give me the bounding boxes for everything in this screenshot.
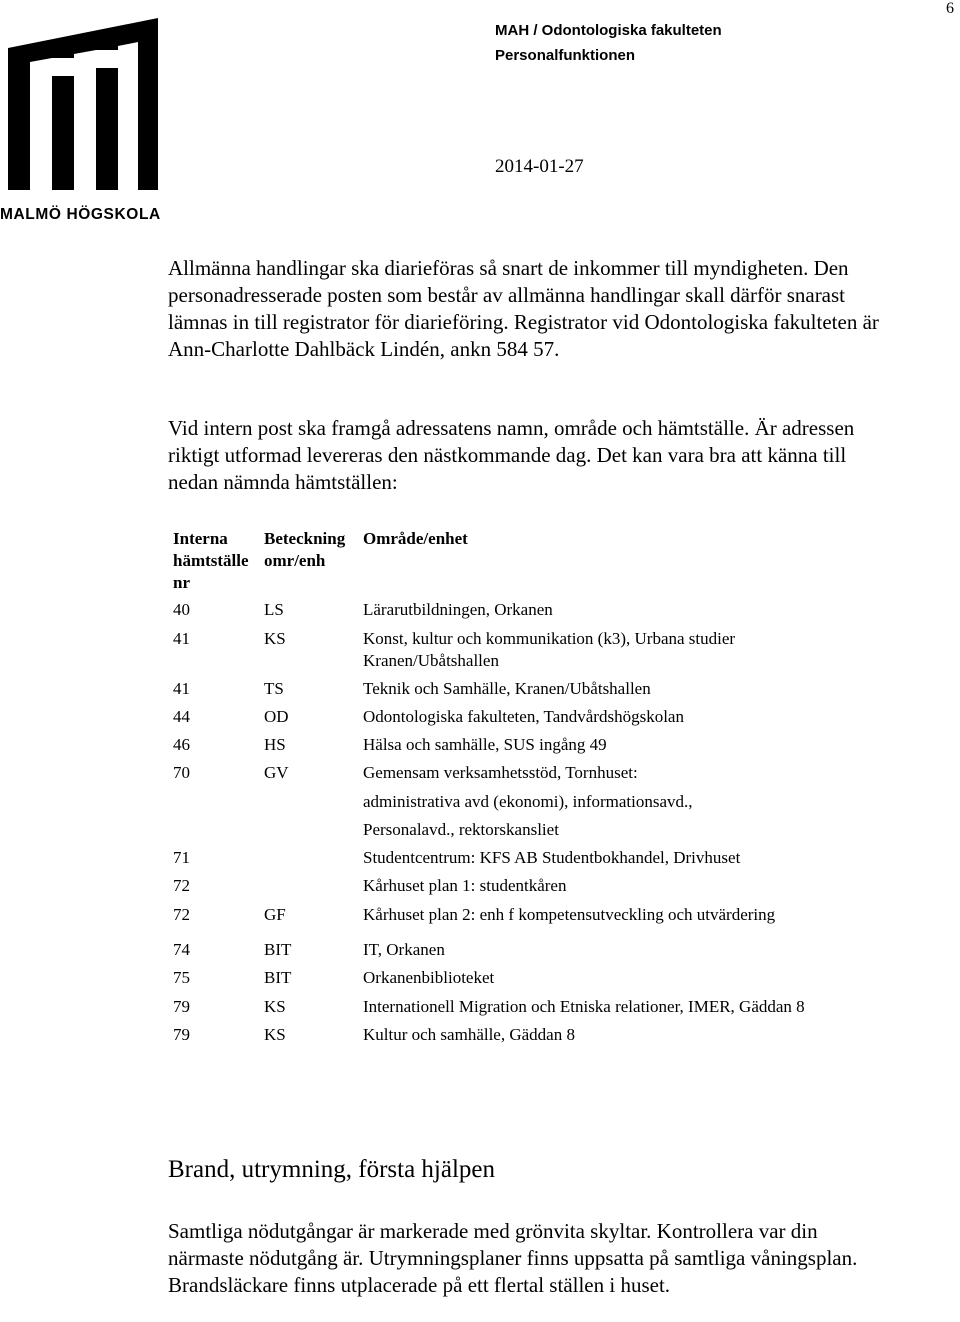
- table-row-omr: Kultur och samhälle, Gäddan 8: [363, 1025, 575, 1044]
- table-row-bet: KS: [264, 1025, 286, 1044]
- table-row-nr: 72: [173, 876, 190, 895]
- table-row-omr: Studentcentrum: KFS AB Studentbokhandel, Drivhuset: [363, 848, 741, 867]
- table-row-bet: BIT: [264, 968, 292, 987]
- table-row-bet: OD: [264, 707, 289, 726]
- table-row-nr: 74: [173, 940, 190, 959]
- table-row-omr: Konst, kultur och kommunikation (k3), Urbana studier: [363, 629, 736, 648]
- document-date: 2014-01-27: [495, 156, 584, 177]
- table-row-nr: 70: [173, 763, 190, 782]
- table-row-omr: Odontologiska fakulteten, Tandvårdshögskolan: [363, 707, 684, 726]
- section-heading-fire-safety: Brand, utrymning, första hjälpen: [168, 1156, 496, 1183]
- paragraph-internal-mail: Vid intern post ska framgå adressatens namn, område och hämtställe. Är adressen riktigt utformad levereras den nästkommande dag. Det kan vara bra att känna till nedan nämnda hämtställen:: [168, 416, 855, 494]
- table-row-bet: HS: [264, 735, 286, 754]
- table-header-beteckning: Beteckning omr/enh: [264, 529, 346, 570]
- table-row-omr: IT, Orkanen: [363, 940, 445, 959]
- table-row-nr: 79: [173, 1025, 190, 1044]
- table-row-omr: Orkanenbiblioteket: [363, 968, 495, 987]
- table-row-nr: 41: [173, 679, 190, 698]
- table-header-omrade: Område/enhet: [363, 529, 468, 548]
- table-row-bet: BIT: [264, 940, 292, 959]
- malmo-hogskola-logo: [0, 18, 170, 232]
- page-number: 6: [946, 0, 954, 17]
- table-row-bet: LS: [264, 600, 284, 619]
- table-row-nr: 46: [173, 735, 190, 754]
- table-row-nr: 44: [173, 707, 190, 726]
- table-row-nr: 71: [173, 848, 190, 867]
- table-row-bet: TS: [264, 679, 284, 698]
- table-row-bet: GV: [264, 763, 289, 782]
- table-row-omr-cont: Kranen/Ubåtshallen: [363, 651, 499, 670]
- table-row-nr: 75: [173, 968, 190, 987]
- table-row-omr: Kårhuset plan 2: enh f kompetensutveckling och utvärdering: [363, 905, 776, 924]
- paragraph-registration: Allmänna handlingar ska diarieföras så snart de inkommer till myndigheten. Den personadresserade posten som består av allmänna handlingar skall därför snarast lämnas in till registrator för diarieföring. Registrator vid Odontologiska fakulteten är Ann-Charlotte Dahlbäck Lindén, ankn 584 57.: [168, 256, 879, 361]
- table-row-omr: Lärarutbildningen, Orkanen: [363, 600, 553, 619]
- table-row-omr: Teknik och Samhälle, Kranen/Ubåtshallen: [363, 679, 651, 698]
- header-institution: MAH / Odontologiska fakulteten: [495, 22, 722, 39]
- header-department: Personalfunktionen: [495, 47, 636, 64]
- table-row-omr-cont: Personalavd., rektorskansliet: [363, 820, 559, 839]
- table-row-nr: 72: [173, 905, 190, 924]
- table-row-omr: Hälsa och samhälle, SUS ingång 49: [363, 735, 607, 754]
- table-row-omr-cont: administrativa avd (ekonomi), informationsavd.,: [363, 792, 693, 811]
- table-row-bet: KS: [264, 997, 286, 1016]
- table-row-omr: Internationell Migration och Etniska relationer, IMER, Gäddan 8: [363, 997, 805, 1016]
- table-row-nr: 40: [173, 600, 190, 619]
- paragraph-fire-safety: Samtliga nödutgångar är markerade med grönvita skyltar. Kontrollera var din närmaste nödutgång är. Utrymningsplaner finns uppsatta på samtliga våningsplan. Brandsläckare finns utplacerade på ett flertal ställen i huset.: [168, 1219, 858, 1297]
- table-row-omr: Gemensam verksamhetsstöd, Tornhuset:: [363, 763, 638, 782]
- logo-text: MALMÖ HÖGSKOLA: [0, 206, 161, 223]
- table-row-omr: Kårhuset plan 1: studentkåren: [363, 876, 567, 895]
- table-row-nr: 41: [173, 629, 190, 648]
- table-row-nr: 79: [173, 997, 190, 1016]
- table-row-bet: KS: [264, 629, 286, 648]
- table-row-bet: GF: [264, 905, 286, 924]
- table-header-nr: Interna hämtställe nr: [173, 529, 249, 592]
